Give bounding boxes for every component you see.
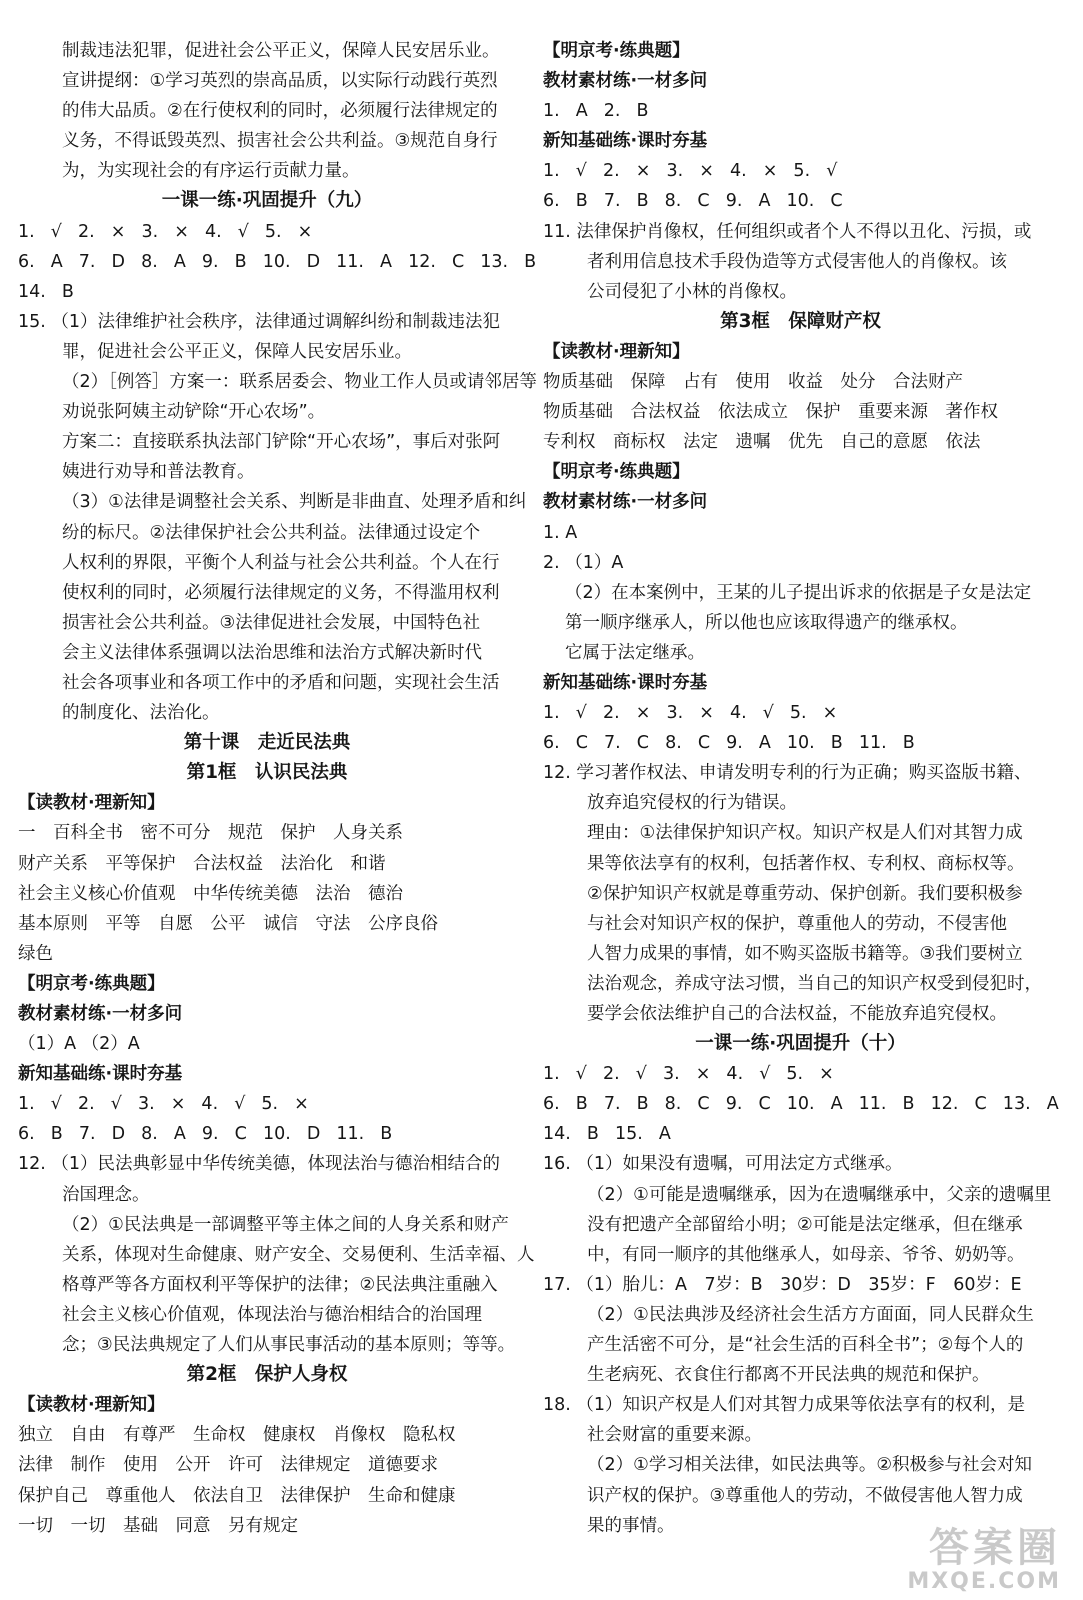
- text-line: 11. 法律保护肖像权，任何组织或者个人不得以丑化、污损，或: [543, 221, 1032, 242]
- text-line: 格尊严等各方面权利平等保护的法律；②民法典注重融入: [62, 1274, 498, 1295]
- text-line: 念；③民法典规定了人们从事民事活动的基本原则；等等。: [62, 1335, 516, 1356]
- text-line: （2）①学习相关法律，如民法典等。②积极参与社会对知: [587, 1455, 1033, 1476]
- text-line: 要学会依法维护自己的合法权益，不能放弃追究侵权。: [587, 1004, 1007, 1024]
- text-line: 基本原则 平等 自愿 公平 诚信 守法 公序良俗: [18, 913, 438, 934]
- subsection-label: 【读教材·理新知】: [18, 793, 165, 814]
- text-line: 社会主义核心价值观，体现法治与德治相结合的治国理: [62, 1304, 482, 1325]
- text-line: 它属于法定继承。: [565, 642, 705, 663]
- text-line: 人智力成果的事情，如不购买盗版书籍等。③我们要树立: [587, 943, 1023, 964]
- answer-row: 14. B: [18, 281, 74, 302]
- watermark-url: MXQE.COM: [907, 1569, 1061, 1594]
- text-line: 法律 制作 使用 公开 许可 法律规定 道德要求: [18, 1455, 438, 1476]
- text-line: 生老病死、衣食住行都离不开民法典的规范和保护。: [587, 1365, 990, 1386]
- text-line: 放弃追究侵权的行为错误。: [587, 793, 797, 814]
- section-heading: 第2框 保护人身权: [186, 1364, 348, 1386]
- text-line: 1. A: [543, 522, 578, 543]
- text-line: ②保护知识产权就是尊重劳动、保护创新。我们要积极参: [587, 883, 1023, 904]
- text-line: 一切 一切 基础 同意 另有规定: [18, 1515, 298, 1536]
- answer-row: 6. C 7. C 8. C 9. A 10. B 11. B: [543, 733, 915, 754]
- section-heading: 第3框 保障财产权: [720, 310, 881, 332]
- text-line: 者利用信息技术手段伪造等方式侵害他人的肖像权。该: [587, 251, 1007, 272]
- text-line: 社会主义核心价值观 中华传统美德 法治 德治: [18, 883, 403, 904]
- text-line: 人权利的界限，平衡个人利益与社会公共利益。个人在行: [62, 552, 500, 573]
- text-line: 为，为实现社会的有序运行贡献力量。: [62, 161, 360, 182]
- text-line: 与社会对知识产权的保护，尊重他人的劳动，不侵害他: [587, 913, 1007, 934]
- left-column: [18, 36, 537, 1541]
- subsection-label: 新知基础练·课时夯基: [543, 672, 708, 693]
- answer-row: 6. A 7. D 8. A 9. B 10. D 11. A 12. C 13. B: [18, 251, 537, 272]
- text-line: 物质基础 保障 占有 使用 收益 处分 合法财产: [543, 372, 963, 393]
- text-line: 制裁违法犯罪，促进社会公平正义，保障人民安居乐业。: [62, 41, 500, 61]
- text-line: 16. （1）如果没有遗嘱，可用法定方式继承。: [543, 1154, 903, 1175]
- answer-row: 14. B 15. A: [543, 1124, 671, 1145]
- text-line: 关系，体现对生命健康、财产安全、交易便利、生活幸福、人: [62, 1244, 535, 1265]
- text-line: 劝说张阿姨主动铲除“开心农场”。: [62, 402, 326, 423]
- subsection-label: 教材素材练·一材多问: [18, 1004, 183, 1024]
- text-line: 2. （1）A: [543, 552, 624, 573]
- text-line: 保护自己 尊重他人 依法自卫 法律保护 生命和健康: [18, 1485, 456, 1506]
- text-line: 果的事情。: [587, 1515, 675, 1536]
- text-line: 姨进行劝导和普法教育。: [62, 462, 255, 483]
- answer-row: 6. B 7. B 8. C 9. C 10. A 11. B 12. C 13. A: [543, 1094, 1059, 1115]
- answer-row: 1. √ 2. √ 3. × 4. √ 5. ×: [18, 1094, 309, 1115]
- text-line: 的制度化、法治化。: [62, 703, 220, 724]
- text-line: 18. （1）知识产权是人们对其智力成果等依法享有的权利，是: [543, 1395, 1026, 1416]
- answer-row: 6. B 7. B 8. C 9. A 10. C: [543, 191, 843, 212]
- text-line: 社会财富的重要来源。: [587, 1425, 762, 1446]
- answer-row: 1. √ 2. √ 3. × 4. √ 5. ×: [543, 1064, 834, 1085]
- text-line: 治国理念。: [62, 1184, 150, 1205]
- text-line: 物质基础 合法权益 依法成立 保护 重要来源 著作权: [543, 402, 998, 423]
- text-line: 会主义法律体系强调以法治思维和法治方式解决新时代: [62, 642, 482, 663]
- text-line: 绿色: [18, 943, 53, 964]
- text-line: （1）A （2）A: [18, 1034, 140, 1055]
- text-line: 理由：①法律保护知识产权。知识产权是人们对其智力成: [587, 823, 1023, 844]
- section-heading: 一课一练·巩固提升（十）: [695, 1033, 906, 1055]
- subsection-label: 教材素材练·一材多问: [543, 71, 708, 92]
- text-line: 一 百科全书 密不可分 规范 保护 人身关系: [18, 823, 403, 844]
- subsection-label: 新知基础练·课时夯基: [18, 1064, 183, 1085]
- answer-row: 1. √ 2. × 3. × 4. √ 5. ×: [18, 221, 313, 242]
- subsection-label: 【明京考·练典题】: [18, 973, 165, 994]
- text-line: 产生活密不可分，是“社会生活的百科全书”；②每个人的: [587, 1335, 1024, 1356]
- text-line: 12. 学习著作权法、申请发明专利的行为正确；购买盗版书籍、: [543, 763, 1032, 784]
- text-line: 财产关系 平等保护 合法权益 法治化 和谐: [18, 853, 386, 874]
- text-line: 17. （1）胎儿：A 7岁：B 30岁：D 35岁：F 60岁：E: [543, 1274, 1022, 1295]
- text-line: （2）在本案例中，王某的儿子提出诉求的依据是子女是法定: [565, 582, 1032, 603]
- text-line: 识产权的保护。③尊重他人的劳动，不做侵害他人智力成: [587, 1485, 1023, 1506]
- text-line: 罪，促进社会公平正义，保障人民安居乐业。: [62, 341, 412, 362]
- text-line: 宣讲提纲：①学习英烈的崇高品质，以实际行动践行英烈: [62, 71, 498, 92]
- subsection-label: 【明京考·练典题】: [543, 41, 690, 61]
- answer-row: 6. B 7. D 8. A 9. C 10. D 11. B: [18, 1124, 393, 1145]
- text-line: 的伟大品质。②在行使权利的同时，必须履行法律规定的: [62, 101, 498, 122]
- text-line: （3）①法律是调整社会关系、判断是非曲直、处理矛盾和纠: [62, 492, 527, 513]
- watermark-logo: [907, 1526, 1061, 1594]
- text-line: （2）［例答］方案一：联系居委会、物业工作人员或请邻居等: [62, 372, 537, 393]
- text-line: （2）①可能是遗嘱继承，因为在遗嘱继承中，父亲的遗嘱里: [587, 1184, 1052, 1205]
- text-line: 没有把遗产全部留给小明；②可能是法定继承，但在继承: [587, 1214, 1023, 1235]
- answer-row: 1. A 2. B: [543, 101, 649, 122]
- text-line: 第一顺序继承人，所以他也应该取得遗产的继承权。: [565, 612, 968, 633]
- subsection-label: 【读教材·理新知】: [18, 1395, 165, 1416]
- text-line: （2）①民法典涉及经济社会生活方方面面，同人民群众生: [587, 1304, 1034, 1325]
- text-line: 纷的标尺。②法律保护社会公共利益。法律通过设定个: [62, 522, 481, 543]
- text-line: 果等依法享有的权利，包括著作权、专利权、商标权等。: [587, 853, 1025, 874]
- subsection-label: 教材素材练·一材多问: [543, 492, 708, 513]
- text-line: 独立 自由 有尊严 生命权 健康权 肖像权 隐私权: [18, 1425, 456, 1446]
- section-heading: 第十课 走近民法典: [183, 732, 351, 754]
- section-heading: 第1框 认识民法典: [186, 762, 348, 784]
- answer-row: 1. √ 2. × 3. × 4. √ 5. ×: [543, 703, 838, 724]
- subsection-label: 【明京考·练典题】: [543, 462, 690, 483]
- text-line: 方案二：直接联系执法部门铲除“开心农场”，事后对张阿: [62, 432, 501, 453]
- subsection-label: 【读教材·理新知】: [543, 341, 690, 362]
- text-line: 15. （1）法律维护社会秩序，法律通过调解纠纷和制裁违法犯: [18, 311, 501, 332]
- text-line: 公司侵犯了小林的肖像权。: [587, 281, 797, 302]
- text-line: 专利权 商标权 法定 遗嘱 优先 自己的意愿 依法: [543, 432, 981, 453]
- section-heading: 一课一练·巩固提升（九）: [161, 190, 373, 212]
- text-line: 中，有同一顺序的其他继承人，如母亲、爷爷、奶奶等。: [587, 1244, 1025, 1265]
- text-line: 法治观念，养成守法习惯，当自己的知识产权受到侵犯时，: [587, 973, 1042, 994]
- text-line: （2）①民法典是一部调整平等主体之间的人身关系和财产: [62, 1214, 509, 1235]
- watermark-logo-text: 答案圈: [929, 1525, 1061, 1571]
- right-column: [543, 36, 1058, 1541]
- text-line: 损害社会公共利益。③法律促进社会发展，中国特色社: [62, 612, 481, 633]
- text-line: 12. （1）民法典彰显中华传统美德，体现法治与德治相结合的: [18, 1154, 501, 1175]
- text-line: 社会各项事业和各项工作中的矛盾和问题，实现社会生活: [62, 672, 500, 693]
- text-line: 义务，不得诋毁英烈、损害社会公共利益。③规范自身行: [62, 131, 498, 152]
- answer-row: 1. √ 2. × 3. × 4. × 5. √: [543, 161, 838, 182]
- subsection-label: 新知基础练·课时夯基: [543, 131, 708, 152]
- text-line: 使权利的同时，必须履行法律规定的义务，不得滥用权利: [62, 582, 500, 603]
